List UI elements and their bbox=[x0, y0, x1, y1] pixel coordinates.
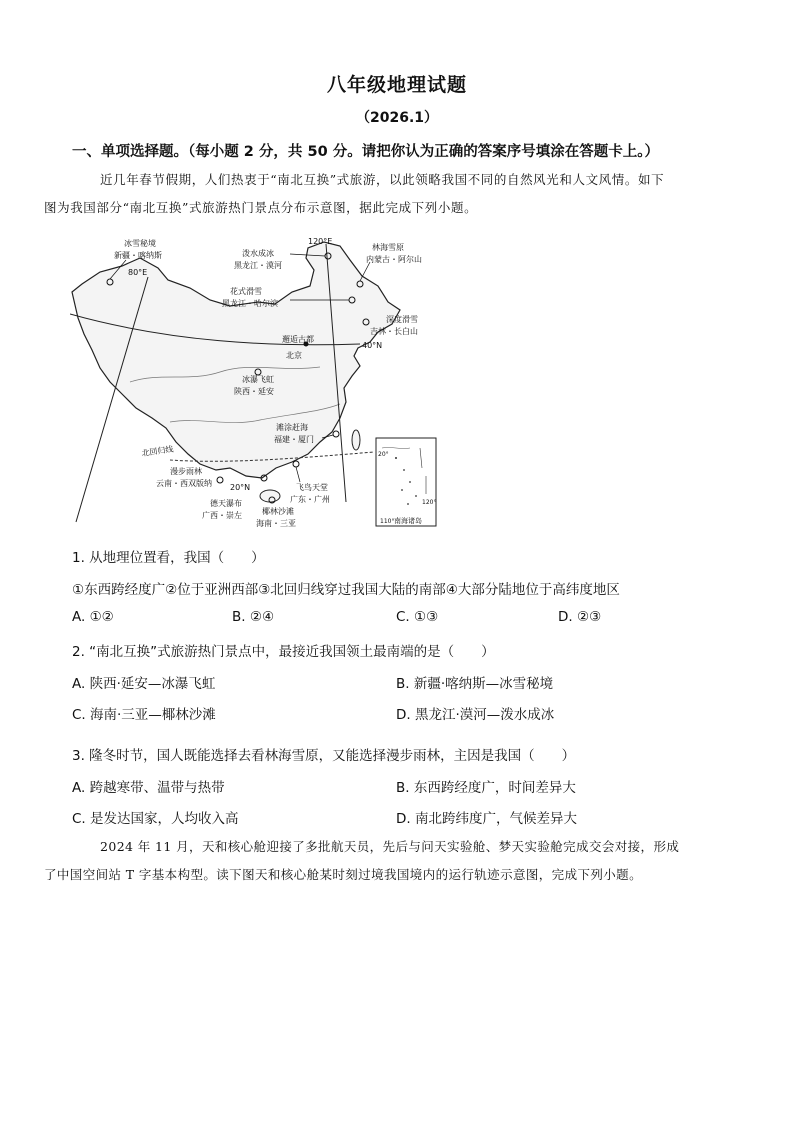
svg-text:陕西・延安: 陕西・延安 bbox=[234, 387, 274, 396]
svg-text:德天瀑布: 德天瀑布 bbox=[210, 499, 242, 508]
intro-paragraph-2 bbox=[44, 833, 724, 889]
inset-lon2-label: 120° bbox=[422, 499, 437, 506]
intro-line-2: 图为我国部分“南北互换”式旅游热门景点分布示意图，据此完成下列小题。 bbox=[44, 200, 478, 215]
lon-80-label: 80°E bbox=[128, 268, 148, 277]
inset-lat-label: 20° bbox=[378, 451, 389, 458]
china-outline bbox=[72, 242, 400, 478]
exam-date: （2026.1） bbox=[355, 110, 439, 126]
q2-option-c[interactable]: C. 海南·三亚—椰林沙滩 bbox=[72, 707, 216, 723]
intro-line-1: 近几年春节假期，人们热衷于“南北互换”式旅游，以此领略我国不同的自然风光和人文风情。如下 bbox=[100, 172, 665, 187]
q2-option-b[interactable]: B. 新疆·喀纳斯—冰雪秘境 bbox=[396, 676, 554, 692]
intro2-line-2: 了中国空间站 T 字基本构型。读下图天和核心舱某时刻过境我国境内的运行轨迹示意图，完成下列小题。 bbox=[44, 867, 642, 882]
svg-text:吉林・长白山: 吉林・长白山 bbox=[370, 327, 418, 336]
question-1-statements: ①东西跨经度广②位于亚洲西部③北回归线穿过我国大陆的南部④大部分陆地位于高纬度地区 bbox=[72, 582, 620, 598]
svg-text:黑龙江・漠河: 黑龙江・漠河 bbox=[234, 261, 282, 270]
svg-text:新疆・喀纳斯: 新疆・喀纳斯 bbox=[114, 251, 162, 260]
svg-text:泼水成冰: 泼水成冰 bbox=[242, 249, 274, 258]
lon-120-label: 120°E bbox=[308, 237, 333, 246]
south-china-sea-inset bbox=[376, 438, 436, 526]
intro-paragraph-1 bbox=[44, 166, 724, 222]
svg-text:邂逅古都: 邂逅古都 bbox=[282, 335, 314, 344]
spot-beijing bbox=[282, 334, 314, 344]
question-2-stem: 2. “南北互换”式旅游热门景点中，最接近我国领土最南端的是（ ） bbox=[72, 644, 495, 660]
svg-text:云南・西双版纳: 云南・西双版纳 bbox=[156, 479, 212, 488]
beijing-label: 北京 bbox=[286, 351, 302, 360]
svg-text:漫步雨林: 漫步雨林 bbox=[170, 467, 202, 476]
spot-guangzhou bbox=[290, 461, 330, 504]
tropic-label: 北回归线 bbox=[141, 444, 174, 458]
svg-text:广东・广州: 广东・广州 bbox=[290, 495, 330, 504]
inset-title: 南海诸岛 bbox=[394, 517, 422, 525]
page-title: 八年级地理试题 bbox=[326, 74, 467, 96]
q3-option-a[interactable]: A. 跨越寒带、温带与热带 bbox=[72, 780, 225, 796]
q3-option-b[interactable]: B. 东西跨经度广，时间差异大 bbox=[396, 780, 576, 796]
lat-20-label: 20°N bbox=[230, 483, 251, 492]
q1-option-a[interactable]: A. ①② bbox=[72, 609, 114, 625]
q2-option-a[interactable]: A. 陕西·延安—冰瀑飞虹 bbox=[72, 676, 216, 692]
svg-text:深度滑雪: 深度滑雪 bbox=[386, 315, 418, 324]
svg-text:内蒙古・阿尔山: 内蒙古・阿尔山 bbox=[366, 255, 422, 264]
svg-text:广西・崇左: 广西・崇左 bbox=[202, 511, 242, 520]
svg-text:花式滑雪: 花式滑雪 bbox=[230, 287, 262, 296]
svg-text:海南・三亚: 海南・三亚 bbox=[256, 519, 296, 528]
question-1-stem: 1. 从地理位置看，我国（ ） bbox=[72, 550, 265, 566]
q2-option-d[interactable]: D. 黑龙江·漠河—泼水成冰 bbox=[396, 707, 555, 723]
section-heading: 一、单项选择题。（每小题 2 分，共 50 分。请把你认为正确的答案序号填涂在答题卡上。） bbox=[72, 144, 659, 160]
q3-option-c[interactable]: C. 是发达国家，人均收入高 bbox=[72, 811, 239, 827]
svg-text:冰雪秘境: 冰雪秘境 bbox=[124, 239, 156, 248]
svg-text:福建・厦门: 福建・厦门 bbox=[274, 435, 314, 444]
svg-text:冰瀑飞虹: 冰瀑飞虹 bbox=[242, 375, 274, 384]
q1-option-c[interactable]: C. ①③ bbox=[396, 609, 439, 625]
china-tourism-map bbox=[70, 232, 442, 530]
q1-option-d[interactable]: D. ②③ bbox=[558, 609, 602, 625]
svg-text:黑龙江・哈尔滨: 黑龙江・哈尔滨 bbox=[222, 299, 278, 308]
intro2-line-1: 2024 年 11 月，天和核心舱迎接了多批航天员，先后与问天实验舱、梦天实验舱完成交会对接，形成 bbox=[100, 839, 680, 854]
svg-text:滩涂赶海: 滩涂赶海 bbox=[276, 423, 308, 432]
q1-option-b[interactable]: B. ②④ bbox=[232, 609, 275, 625]
svg-text:椰林沙滩: 椰林沙滩 bbox=[262, 507, 294, 516]
svg-text:林海雪原: 林海雪原 bbox=[372, 243, 404, 252]
lat-40-label: 40°N bbox=[362, 341, 383, 350]
inset-lon-label: 110° bbox=[380, 518, 395, 525]
q3-option-d[interactable]: D. 南北跨纬度广，气候差异大 bbox=[396, 811, 577, 827]
svg-text:飞鸟天堂: 飞鸟天堂 bbox=[296, 483, 328, 492]
question-3-stem: 3. 隆冬时节，国人既能选择去看林海雪原，又能选择漫步雨林，主因是我国（ ） bbox=[72, 748, 576, 764]
